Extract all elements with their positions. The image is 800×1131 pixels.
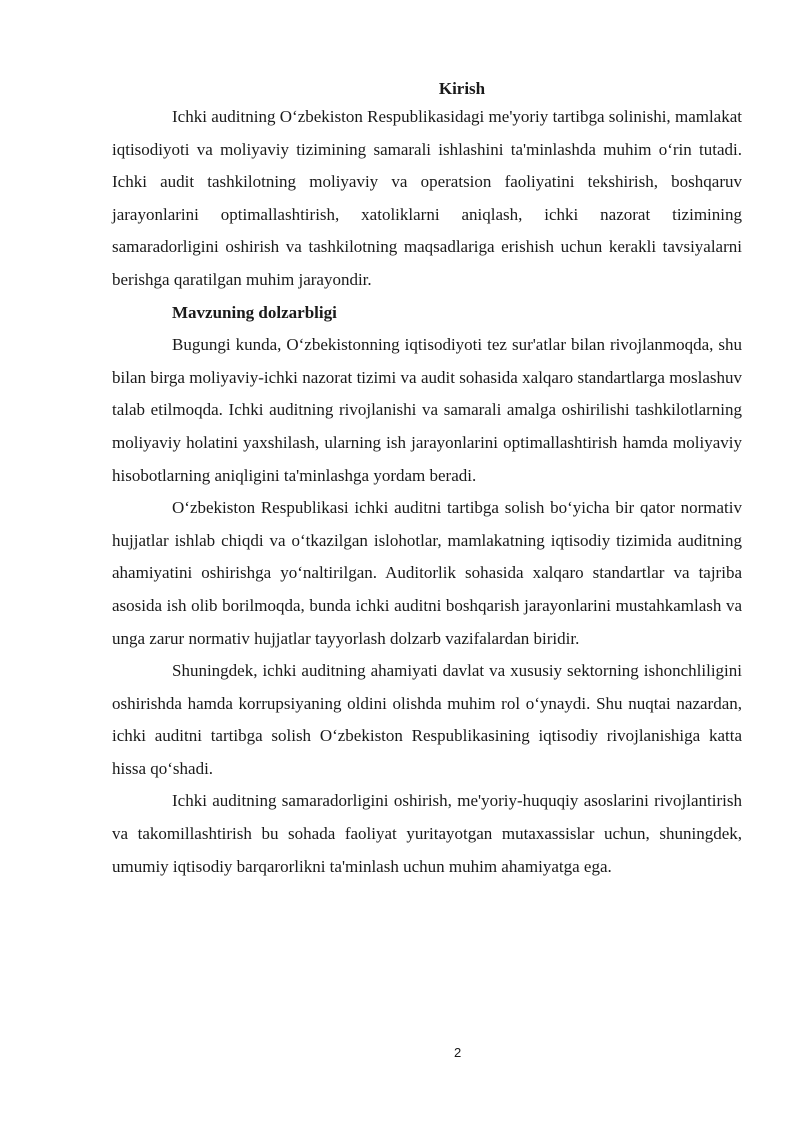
paragraph-2: O‘zbekiston Respublikasi ichki auditni tartibga solish bo‘yicha bir qator normativ hujjatlar ishlab chiqdi va o‘tkazilgan islohotlar, mamlakatning iqtisodiy tizimida auditning ahamiyatini oshirishga yo‘naltirilgan. Auditorlik sohasida xalqaro standartlar va tajriba asosida ish olib borilmoqda, bunda ichki auditni boshqarish jarayonlarini mustahkamlash va unga zarur normativ hujjatlar tayyorlash dolzarb vazifalardan biridir. <box>112 498 742 648</box>
section-heading: Mavzuning dolzarbligi <box>172 302 337 322</box>
intro-paragraph: Ichki auditning O‘zbekiston Respublikasidagi me'yoriy tartibga solinishi, mamlakat iqtisodiyoti va moliyaviy tizimining samarali ishlashini ta'minlashda muhim o‘rin tutadi. Ichki audit tashkilotning moliyaviy va operatsion faoliyatini tekshirish, boshqaruv jarayonlarini optimallashtirish, xatoliklarni aniqlash, ichki nazorat tizimining samaradorligini oshirish va tashkilotning maqsadlariga erishish uchun kerakli tavsiyalarni berishga qaratilgan muhim jarayondir. <box>112 107 742 289</box>
paragraph-4: Ichki auditning samaradorligini oshirish, me'yoriy-huquqiy asoslarini rivojlantirish va takomillashtirish bu sohada faoliyat yuritayotgan mutaxassislar uchun, shuningdek, umumiy iqtisodiy barqarorlikni ta'minlash uchun muhim ahamiyatga ega. <box>112 791 742 876</box>
document-page <box>112 76 742 883</box>
paragraph-3: Shuningdek, ichki auditning ahamiyati davlat va xususiy sektorning ishonchliligini oshirishda hamda korrupsiyaning oldini olishda muhim rol o‘ynaydi. Shu nuqtai nazardan, ichki auditni tartibga solish O‘zbekiston Respublikasining iqtisodiy rivojlanishiga katta hissa qo‘shadi. <box>112 661 742 778</box>
page-number: 2 <box>454 1045 462 1060</box>
paragraph-1: Bugungi kunda, O‘zbekistonning iqtisodiyoti tez sur'atlar bilan rivojlanmoqda, shu bilan birga moliyaviy-ichki nazorat tizimi va audit sohasida xalqaro standartlarga moslashuv talab etilmoqda. Ichki auditning rivojlanishi va samarali amalga oshirilishi tashkilotlarning moliyaviy holatini yaxshilash, ularning ish jarayonlarini optimallashtirish hamda moliyaviy hisobotlarning aniqligini ta'minlashga yordam beradi. <box>112 335 742 485</box>
document-title: Kirish <box>438 79 486 98</box>
